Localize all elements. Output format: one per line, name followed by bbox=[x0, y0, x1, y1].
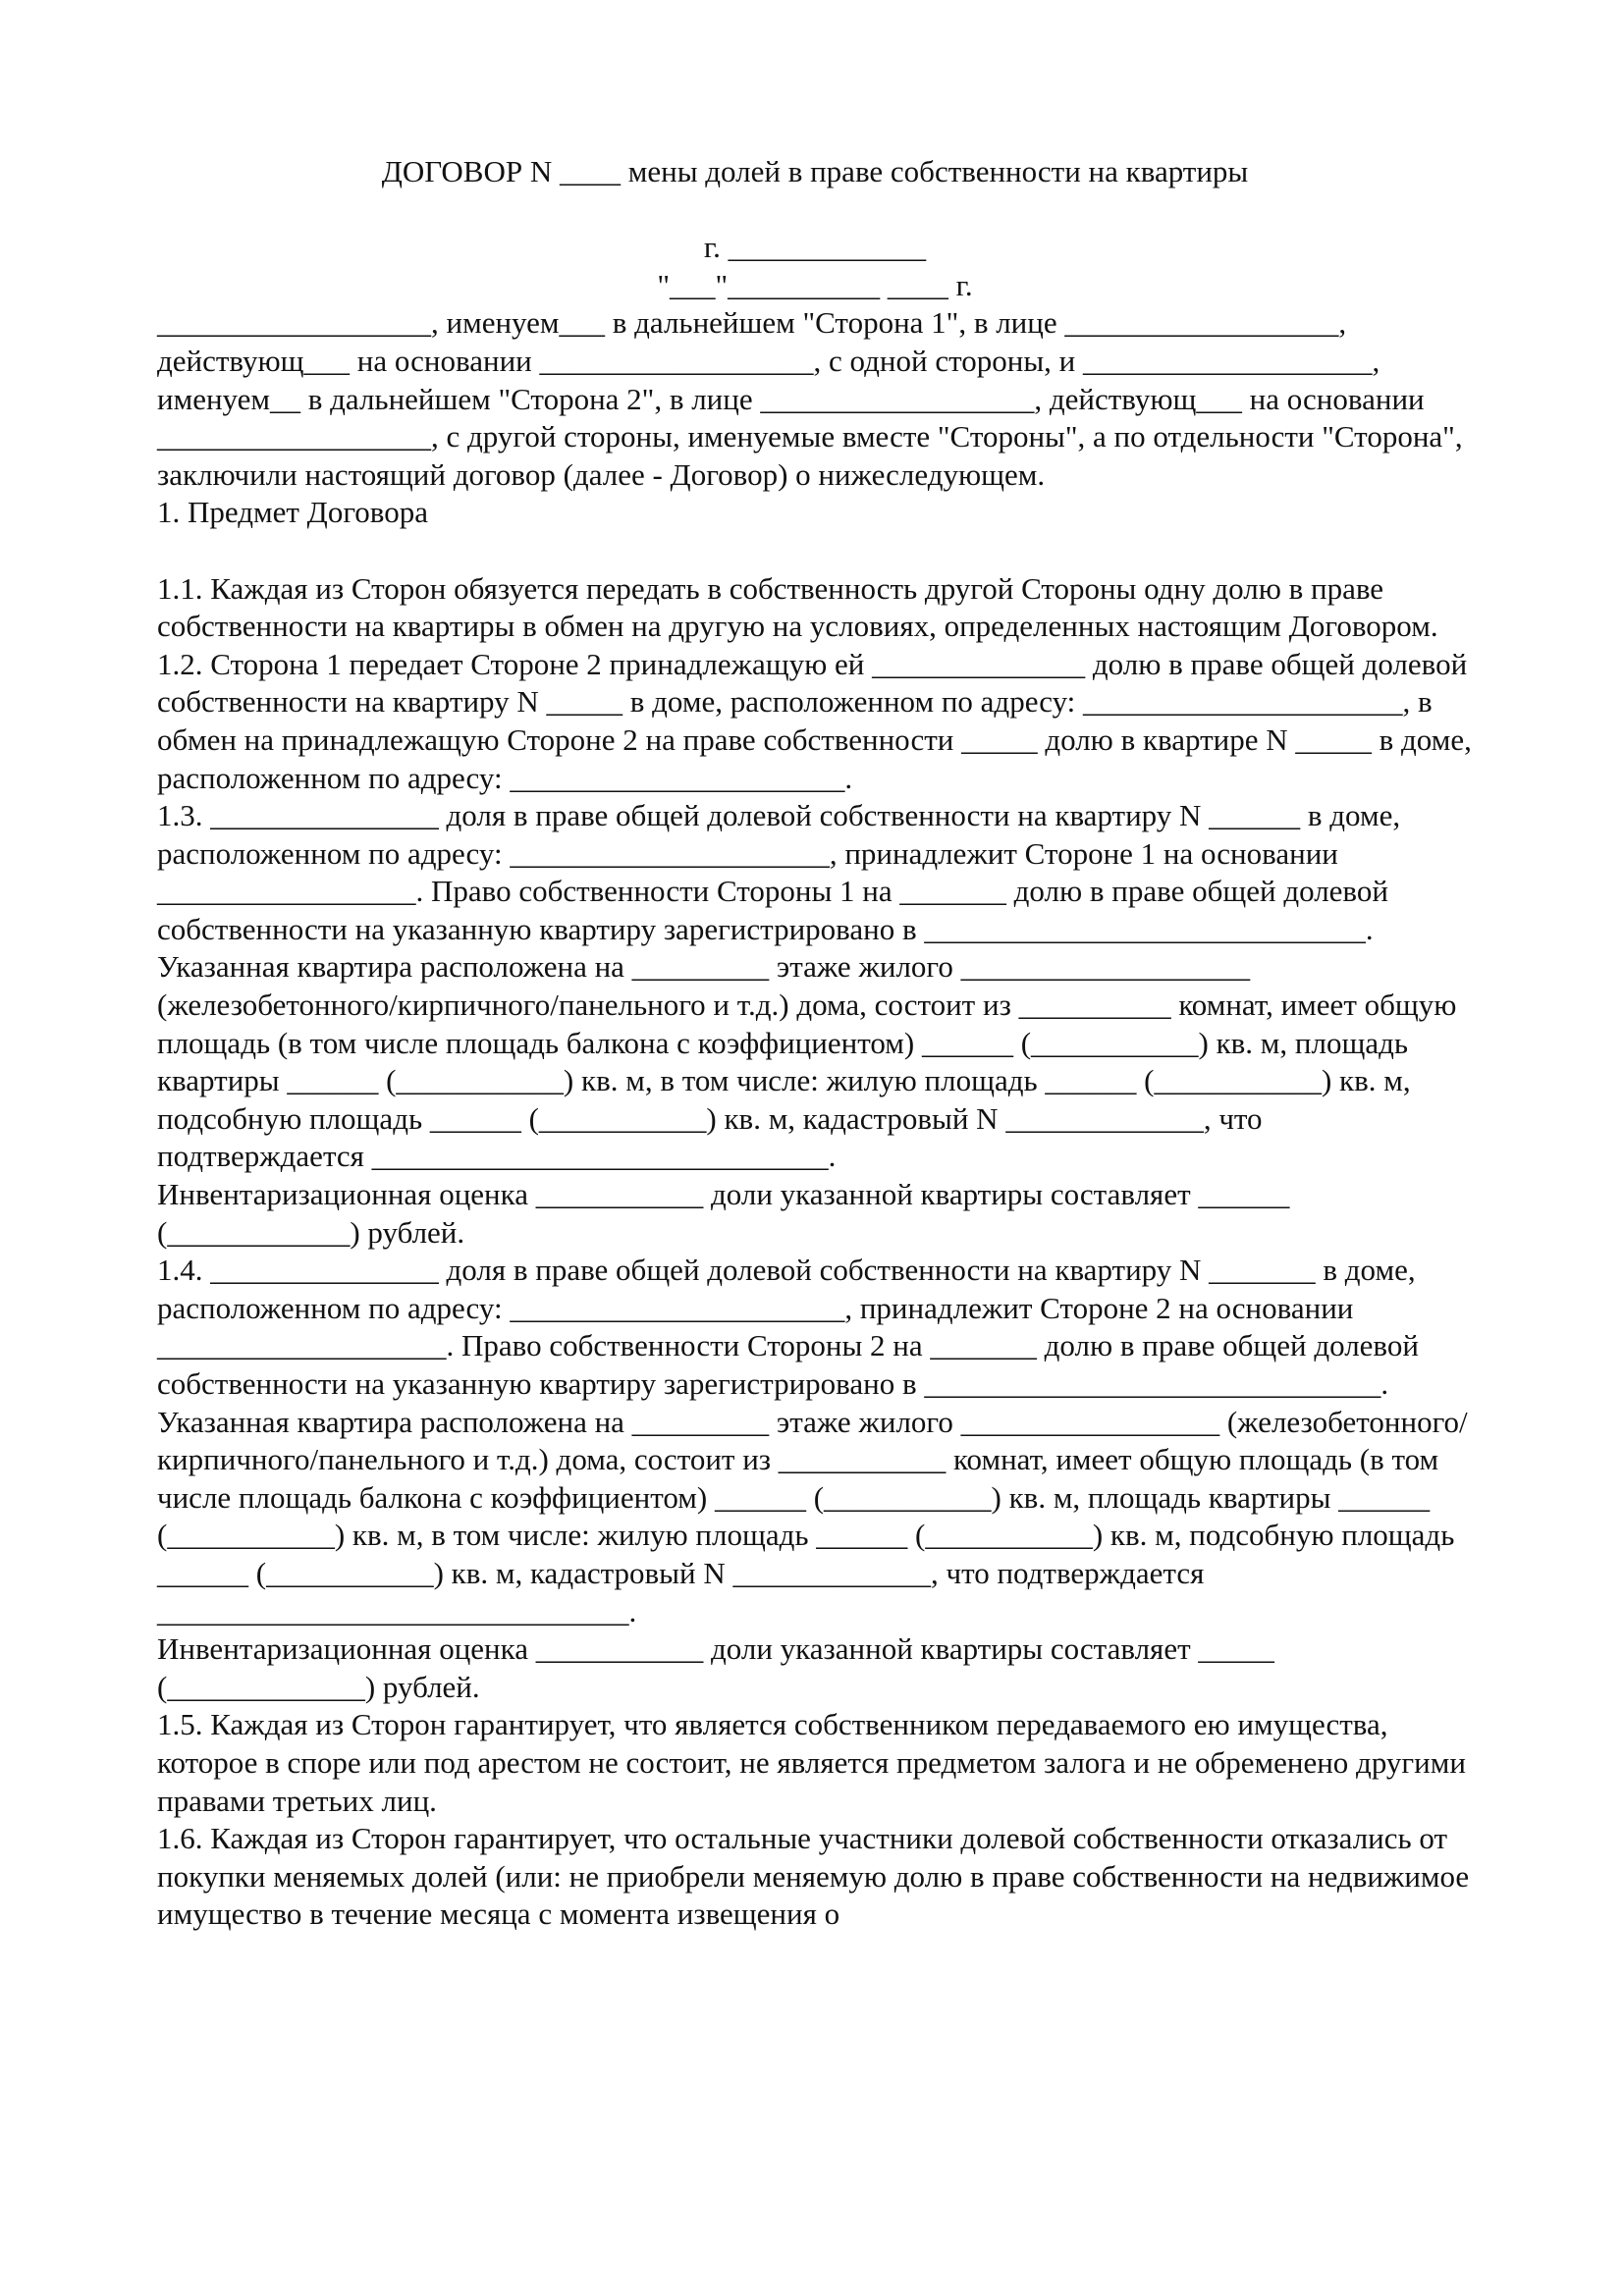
clause-1-5: 1.5. Каждая из Сторон гарантирует, что является собственником передаваемого ею имущества, которое в споре или под арестом не состоит, не является предметом залога и не обременено другими правами третьих лиц. bbox=[157, 1707, 1466, 1818]
blank-line bbox=[157, 532, 1473, 570]
clause-1-2: 1.2. Сторона 1 передает Стороне 2 принадлежащую ей ______________ долю в праве общей долевой собственности на квартиру N _____ в доме, расположенном по адресу: _____________________, в обмен на принадлежащую Стороне 2 на праве собственности _____ долю в квартире N _____ в доме, расположенном по адресу: ______________________. bbox=[157, 646, 1472, 795]
parties-paragraph: __________________, именуем___ в дальнейшем "Сторона 1", в лице __________________, действующ___ на основании __________________, с одной стороны, и ___________________, именуем__ в дальнейшем "Сторона 2", в лице __________________, действующ___ на основании __________________, с другой стороны, именуемые вместе "Стороны", а по отдельности "Сторона", заключили настоящий договор (далее - Договор) о нижеследующем. bbox=[157, 305, 1463, 492]
clause-1-1: 1.1. Каждая из Сторон обязуется передать в собственность другой Стороны одну долю в праве собственности на квартиры в обмен на другую на условиях, определенных настоящим Договором. bbox=[157, 570, 1438, 644]
clause-1-3-valuation: Инвентаризационная оценка ___________ доли указанной квартиры составляет ______ (____________) рублей. bbox=[157, 1177, 1290, 1250]
clause-1-6: 1.6. Каждая из Сторон гарантирует, что остальные участники долевой собственности отказались от покупки меняемых долей (или: не приобрели меняемую долю в праве собственности на недвижимое имущество в течение месяца с момента извещения о bbox=[157, 1821, 1470, 1932]
section-heading-subject: 1. Предмет Договора bbox=[157, 495, 428, 530]
clause-1-3-apartment-details: Указанная квартира расположена на _________ этаже жилого ___________________ (железобетонного/кирпичного/панельного и т.д.) дома, состоит из __________ комнат, имеет общую площадь (в том числе площадь балкона с коэффициентом) ______ (___________) кв. м, площадь квартиры ______ (___________) кв. м, в том числе: жилую площадь ______ (___________) кв. м, подсобную площадь ______ (___________) кв. м, кадастровый N _____________, что подтверждается ______________________________. bbox=[157, 949, 1457, 1174]
blank-line bbox=[157, 191, 1473, 230]
document-title: ДОГОВОР N ____ мены долей в праве собственности на квартиры bbox=[381, 154, 1249, 188]
clause-1-4-valuation: Инвентаризационная оценка ___________ доли указанной квартиры составляет _____ (_____________) рублей. bbox=[157, 1631, 1274, 1704]
clause-1-4-apartment-details: Указанная квартира расположена на _________ этаже жилого _________________ (железобетонного/кирпичного/панельного и т.д.) дома, состоит из ___________ комнат, имеет общую площадь (в том числе площадь балкона с коэффициентом) ______ (___________) кв. м, площадь квартиры ______ (___________) кв. м, в том числе: жилую площадь ______ (___________) кв. м, подсобную площадь ______ (___________) кв. м, кадастровый N _____________, что подтверждается _______________________________. bbox=[157, 1404, 1468, 1629]
date-line: "___"__________ ____ г. bbox=[657, 267, 973, 302]
city-line: г. _____________ bbox=[703, 230, 927, 265]
clause-1-4: 1.4. _______________ доля в праве общей долевой собственности на квартиру N _______ в доме, расположенном по адресу: ______________________, принадлежит Стороне 2 на основании ___________________. Право собственности Стороны 2 на _______ долю в праве общей долевой собственности на указанную квартиру зарегистрировано в ______________________________. bbox=[157, 1253, 1419, 1401]
document-body bbox=[157, 153, 1473, 1934]
clause-1-3: 1.3. _______________ доля в праве общей долевой собственности на квартиру N ______ в доме, расположенном по адресу: _____________________, принадлежит Стороне 1 на основании _________________. Право собственности Стороны 1 на _______ долю в праве общей долевой собственности на указанную квартиру зарегистрировано в _____________________________. bbox=[157, 798, 1401, 946]
